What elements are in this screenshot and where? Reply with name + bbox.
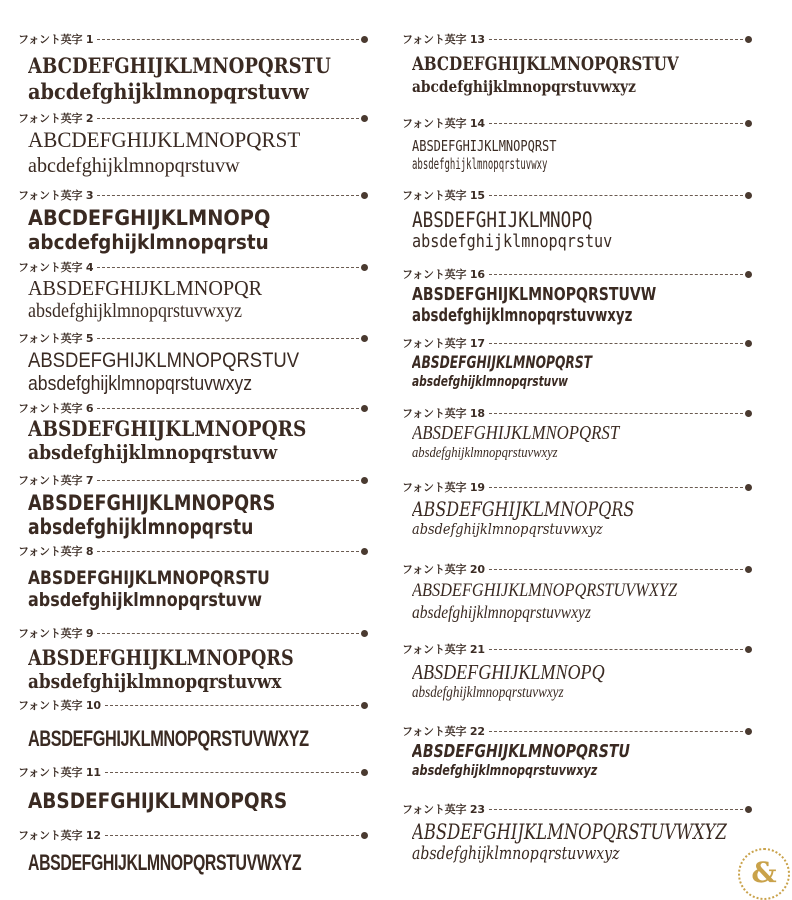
- lowercase-sample: [28, 300, 368, 323]
- bullet-dot-icon: [745, 36, 752, 43]
- dashed-divider: [97, 118, 359, 119]
- bullet-dot-icon: [745, 271, 752, 278]
- lowercase-sample: [412, 521, 752, 538]
- font-sample-header: [18, 473, 368, 487]
- font-sample-header: [18, 626, 368, 640]
- font-sample-header: [18, 698, 368, 712]
- uppercase-sample-text: ABSDEFGHIJKLMNOPQR: [28, 276, 263, 300]
- font-sample-label: フォント英字 7: [18, 474, 94, 487]
- lowercase-sample-text: absdefghijklmnopqrstuvw: [412, 373, 569, 390]
- font-sample-label: フォント英字 20: [402, 563, 485, 576]
- dashed-divider: [489, 413, 743, 414]
- uppercase-sample-text: ABCDEFGHIJKLMNOPQRSTUV: [412, 54, 679, 75]
- uppercase-sample: [28, 54, 368, 78]
- font-sample-header: [402, 724, 752, 738]
- font-sample-entry: [402, 32, 752, 96]
- dashed-divider: [105, 835, 359, 836]
- font-sample-entry: [402, 336, 752, 390]
- dashed-divider: [489, 649, 743, 650]
- bullet-dot-icon: [745, 728, 752, 735]
- font-sample-entry: [402, 188, 752, 253]
- uppercase-sample-text: ABSDEFGHIJKLMNOPQRSTUVWXYZ: [28, 726, 309, 751]
- dashed-divider: [489, 809, 743, 810]
- bullet-dot-icon: [361, 405, 368, 412]
- bullet-dot-icon: [745, 806, 752, 813]
- font-sample-label: フォント英字 10: [18, 699, 101, 712]
- uppercase-sample: [28, 206, 368, 230]
- lowercase-sample: [28, 515, 368, 539]
- font-sample-header: [18, 260, 368, 274]
- uppercase-sample-text: ABSDEFGHIJKLMNOPQRS: [28, 417, 307, 441]
- font-sample-label: フォント英字 14: [402, 117, 485, 130]
- dashed-divider: [97, 408, 359, 409]
- lowercase-sample: [412, 306, 752, 327]
- font-sample-label: フォント英字 9: [18, 627, 94, 640]
- bullet-dot-icon: [361, 702, 368, 709]
- font-sample-entry: [18, 331, 368, 396]
- bullet-dot-icon: [361, 769, 368, 776]
- dashed-divider: [105, 772, 359, 773]
- bullet-dot-icon: [745, 340, 752, 347]
- uppercase-sample: [28, 568, 368, 590]
- font-sample-entry: [18, 188, 368, 254]
- font-sample-label: フォント英字 11: [18, 766, 101, 779]
- uppercase-sample: [28, 276, 368, 300]
- font-sample-entry: [18, 260, 368, 323]
- font-sample-entry: [402, 724, 752, 779]
- dashed-divider: [97, 39, 359, 40]
- bullet-dot-icon: [361, 36, 368, 43]
- lowercase-sample-text: absdefghijklmnopqrstuvwxyz: [412, 684, 564, 702]
- lowercase-sample: [28, 670, 368, 693]
- font-sample-entry: [402, 116, 752, 174]
- uppercase-sample-text: ABSDEFGHIJKLMNOPQRSTUVWXYZ: [28, 850, 302, 875]
- dashed-divider: [489, 274, 743, 275]
- font-sample-label: フォント英字 6: [18, 402, 94, 415]
- dashed-divider: [489, 569, 743, 570]
- uppercase-sample-text: ABSDEFGHIJKLMNOPQRS: [28, 646, 294, 670]
- lowercase-sample-text: absdefghijklmnopqrstuvwxyz: [412, 521, 603, 538]
- lowercase-sample-text: absdefghijklmnopqrstuvwxyz: [412, 445, 558, 461]
- bullet-dot-icon: [745, 120, 752, 127]
- lowercase-sample-text: abcdefghijklmnopqrstu: [28, 231, 269, 255]
- font-sample-label: フォント英字 21: [402, 643, 485, 656]
- logo-mark: &: [751, 856, 777, 889]
- uppercase-sample: [28, 349, 368, 373]
- font-sample-header: [402, 562, 752, 576]
- font-sample-header: [402, 336, 752, 350]
- font-sample-entry: [402, 267, 752, 326]
- font-sample-entry: [18, 765, 368, 813]
- lowercase-sample: [412, 445, 752, 462]
- uppercase-sample-text: ABCDEFGHIJKLMNOPQRSTU: [28, 54, 331, 78]
- dashed-divider: [489, 123, 743, 124]
- uppercase-sample: [412, 208, 752, 232]
- lowercase-sample: [412, 156, 752, 173]
- lowercase-sample-text: abcdefghijklmnopqrstuvw: [28, 153, 240, 178]
- bullet-dot-icon: [361, 335, 368, 342]
- font-sample-header: [402, 188, 752, 202]
- uppercase-sample: [28, 491, 368, 515]
- lowercase-sample: [28, 153, 368, 177]
- uppercase-sample: [28, 127, 368, 152]
- lowercase-sample-text: abcdefghijklmnopqrstuvwxyz: [412, 77, 637, 96]
- uppercase-sample: [412, 498, 752, 521]
- font-sample-entry: [402, 480, 752, 538]
- bullet-dot-icon: [745, 566, 752, 573]
- font-sample-entry: [402, 642, 752, 703]
- bullet-dot-icon: [361, 192, 368, 199]
- font-sample-label: フォント英字 19: [402, 481, 485, 494]
- dashed-divider: [489, 39, 743, 40]
- bullet-dot-icon: [361, 548, 368, 555]
- bullet-dot-icon: [361, 115, 368, 122]
- dashed-divider: [489, 195, 743, 196]
- font-sample-entry: [18, 544, 368, 612]
- font-sample-entry: [18, 32, 368, 104]
- uppercase-sample: [412, 354, 752, 374]
- font-sample-label: フォント英字 12: [18, 829, 101, 842]
- dashed-divider: [489, 731, 743, 732]
- uppercase-sample: [28, 789, 368, 813]
- lowercase-sample-text: absdefghijklmnopqrstuvwx: [28, 670, 282, 694]
- font-sample-label: フォント英字 1: [18, 33, 94, 46]
- bullet-dot-icon: [745, 410, 752, 417]
- bullet-dot-icon: [361, 832, 368, 839]
- uppercase-sample-text: ABSDEFGHIJKLMNOPQRSTUV: [28, 349, 300, 372]
- uppercase-sample-text: ABSDEFGHIJKLMNOPQRSTUVWXYZ: [412, 820, 727, 844]
- uppercase-sample-text: ABSDEFGHIJKLMNOPQRST: [412, 138, 557, 155]
- font-sample-header: [402, 480, 752, 494]
- font-sample-label: フォント英字 16: [402, 268, 485, 281]
- font-sample-entry: [18, 626, 368, 693]
- lowercase-sample-text: absdefghijklmnopqrstu: [28, 515, 254, 540]
- dashed-divider: [105, 705, 359, 706]
- font-sample-entry: [18, 828, 368, 875]
- font-sample-label: フォント英字 18: [402, 407, 485, 420]
- lowercase-sample: [28, 80, 368, 104]
- lowercase-sample: [412, 232, 752, 253]
- lowercase-sample: [412, 374, 752, 390]
- font-sample-entry: [18, 111, 368, 177]
- bullet-dot-icon: [361, 630, 368, 637]
- uppercase-sample-text: ABCDEFGHIJKLMNOPQ: [28, 206, 271, 230]
- uppercase-sample: [412, 820, 752, 844]
- lowercase-sample-text: abcdefghijklmnopqrstuvw: [28, 80, 309, 105]
- font-sample-entry: [18, 473, 368, 539]
- ampersand-seal-icon: [738, 848, 790, 900]
- bullet-dot-icon: [745, 484, 752, 491]
- lowercase-sample: [28, 590, 368, 612]
- uppercase-sample-text: ABSDEFGHIJKLMNOPQRSTUVWXYZ: [412, 580, 678, 601]
- font-sample-header: [18, 765, 368, 779]
- dashed-divider: [97, 480, 359, 481]
- font-sample-header: [402, 116, 752, 130]
- lowercase-sample-text: absdefghijklmnopqrstuv: [412, 232, 613, 253]
- font-sample-header: [18, 188, 368, 202]
- lowercase-sample-text: absdefghijklmnopqrstuvwxy: [412, 156, 548, 174]
- font-sample-label: フォント英字 22: [402, 725, 485, 738]
- uppercase-sample-text: ABSDEFGHIJKLMNOPQRST: [412, 422, 620, 444]
- bullet-dot-icon: [361, 477, 368, 484]
- uppercase-sample: [28, 417, 368, 441]
- uppercase-sample: [412, 285, 752, 306]
- bullet-dot-icon: [745, 646, 752, 653]
- uppercase-sample-text: ABSDEFGHIJKLMNOPQRSTU: [28, 568, 270, 589]
- uppercase-sample: [412, 54, 752, 76]
- font-sample-header: [18, 401, 368, 415]
- uppercase-sample: [28, 646, 368, 670]
- lowercase-sample-text: absdefghijklmnopqrstuvw: [28, 589, 263, 611]
- uppercase-sample: [412, 580, 752, 602]
- bullet-dot-icon: [745, 192, 752, 199]
- font-sample-label: フォント英字 13: [402, 33, 485, 46]
- uppercase-sample-text: ABSDEFGHIJKLMNOPQRSTU: [412, 742, 630, 762]
- font-sample-header: [18, 828, 368, 842]
- lowercase-sample: [28, 441, 368, 464]
- uppercase-sample-text: ABSDEFGHIJKLMNOPQRST: [412, 354, 592, 373]
- uppercase-sample-text: ABSDEFGHIJKLMNOPQ: [412, 660, 605, 684]
- dashed-divider: [489, 487, 743, 488]
- lowercase-sample: [412, 684, 752, 702]
- uppercase-sample-text: ABSDEFGHIJKLMNOPQ: [412, 208, 593, 232]
- lowercase-sample: [412, 602, 752, 623]
- font-sample-header: [18, 331, 368, 345]
- lowercase-sample-text: absdefghijklmnopqrstuvwxyz: [28, 373, 253, 396]
- font-sample-label: フォント英字 4: [18, 261, 94, 274]
- font-sample-label: フォント英字 23: [402, 803, 485, 816]
- font-sample-header: [18, 32, 368, 46]
- font-sample-label: フォント英字 3: [18, 189, 94, 202]
- lowercase-sample: [28, 373, 368, 396]
- lowercase-sample: [412, 78, 752, 96]
- uppercase-sample: [412, 422, 752, 445]
- uppercase-sample: [412, 138, 752, 155]
- uppercase-sample-text: ABSDEFGHIJKLMNOPQRS: [412, 498, 635, 521]
- font-sample-entry: [402, 562, 752, 623]
- uppercase-sample: [28, 850, 368, 875]
- lowercase-sample-text: absdefghijklmnopqrstuvw: [28, 441, 278, 465]
- font-sample-header: [402, 32, 752, 46]
- font-sample-header: [402, 642, 752, 656]
- font-sample-header: [402, 406, 752, 420]
- font-sample-header: [18, 544, 368, 558]
- lowercase-sample-text: absdefghijklmnopqrstuvwxyz: [412, 601, 591, 622]
- font-sample-entry: [402, 406, 752, 462]
- dashed-divider: [489, 343, 743, 344]
- lowercase-sample-text: absdefghijklmnopqrstuvwxyz: [412, 844, 620, 865]
- font-sample-header: [402, 802, 752, 816]
- uppercase-sample: [412, 742, 752, 763]
- lowercase-sample: [412, 844, 752, 865]
- font-sample-label: フォント英字 2: [18, 112, 94, 125]
- font-sample-label: フォント英字 15: [402, 189, 485, 202]
- dashed-divider: [97, 633, 359, 634]
- lowercase-sample-text: absdefghijklmnopqrstuvwxyz: [412, 762, 598, 779]
- uppercase-sample: [412, 660, 752, 684]
- font-sample-label: フォント英字 17: [402, 337, 485, 350]
- dashed-divider: [97, 267, 359, 268]
- font-sample-header: [18, 111, 368, 125]
- font-sample-header: [402, 267, 752, 281]
- lowercase-sample-text: absdefghijklmnopqrstuvwxyz: [28, 300, 242, 323]
- dashed-divider: [97, 551, 359, 552]
- font-sample-label: フォント英字 5: [18, 332, 94, 345]
- uppercase-sample-text: ABSDEFGHIJKLMNOPQRS: [28, 789, 288, 813]
- lowercase-sample: [28, 231, 368, 254]
- font-sample-label: フォント英字 8: [18, 545, 94, 558]
- font-sample-entry: [18, 698, 368, 751]
- uppercase-sample-text: ABCDEFGHIJKLMNOPQRST: [28, 127, 301, 152]
- dashed-divider: [97, 195, 359, 196]
- lowercase-sample-text: absdefghijklmnopqrstuvwxyz: [412, 305, 633, 326]
- uppercase-sample-text: ABSDEFGHIJKLMNOPQRSTUVW: [412, 285, 657, 305]
- font-sample-entry: [18, 401, 368, 464]
- bullet-dot-icon: [361, 264, 368, 271]
- uppercase-sample-text: ABSDEFGHIJKLMNOPQRS: [28, 491, 276, 515]
- font-sample-entry: [402, 802, 752, 865]
- dashed-divider: [97, 338, 359, 339]
- lowercase-sample: [412, 763, 752, 779]
- uppercase-sample: [28, 726, 368, 751]
